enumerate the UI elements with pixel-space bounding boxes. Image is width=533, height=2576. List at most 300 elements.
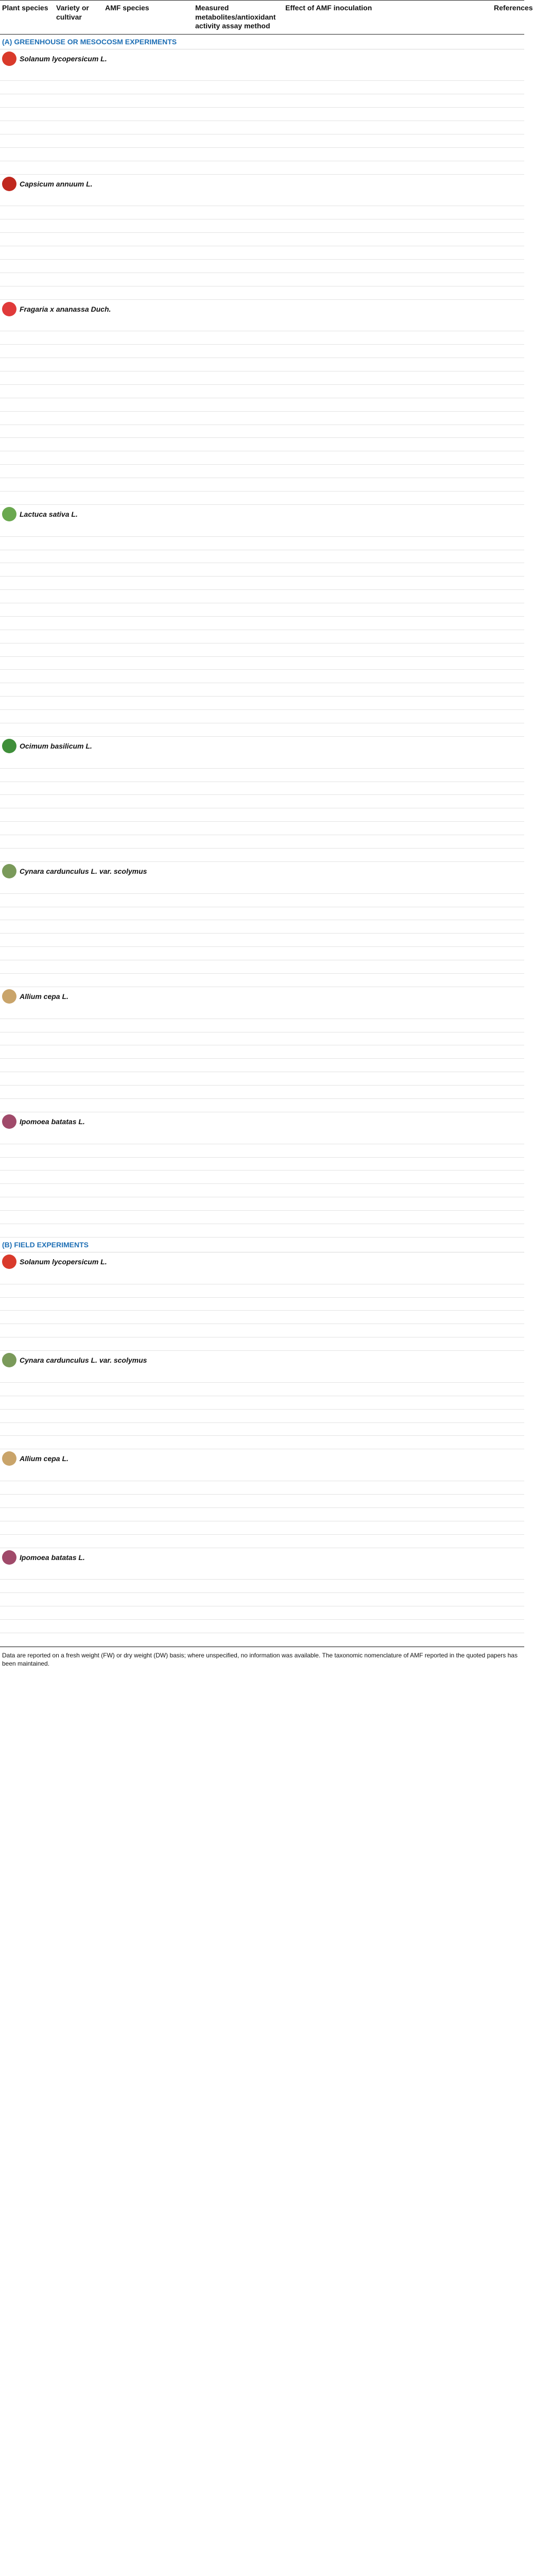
- table-cell: [379, 1369, 492, 1382]
- table-cell: [103, 246, 193, 259]
- table-cell: [0, 1508, 54, 1521]
- table-cell: [54, 492, 103, 504]
- table-cell: [379, 822, 492, 835]
- table-cell: [193, 1271, 283, 1284]
- table-cell: [54, 161, 103, 174]
- table-cell: [379, 206, 492, 219]
- table-cell: [492, 134, 524, 147]
- table-cell: [103, 920, 193, 933]
- table-cell: [492, 960, 524, 973]
- table-cell: [54, 710, 103, 723]
- table-cell: [193, 385, 283, 398]
- table-cell: [492, 1521, 524, 1534]
- table-cell: [283, 1086, 379, 1098]
- table-cell: [283, 1369, 379, 1382]
- table-cell: [103, 657, 193, 670]
- table-cell: [54, 1383, 103, 1396]
- header-variety: Variety or cultivar: [56, 4, 89, 21]
- table-cell: [379, 465, 492, 478]
- table-cell: [283, 286, 379, 299]
- table-cell: [54, 1211, 103, 1224]
- table-cell: [379, 670, 492, 683]
- table-cell: [379, 1337, 492, 1350]
- table-cell: [54, 1567, 103, 1580]
- table-row: [0, 1508, 524, 1521]
- table-cell: [0, 1535, 54, 1548]
- table-cell: [492, 1535, 524, 1548]
- table-cell: [492, 822, 524, 835]
- table-cell: [54, 1521, 103, 1534]
- table-cell: [103, 1144, 193, 1157]
- table-cell: [0, 398, 54, 411]
- table-cell: [283, 1271, 379, 1284]
- table-cell: [103, 358, 193, 371]
- table-cell: [54, 121, 103, 134]
- table-row: [0, 358, 524, 371]
- table-cell: [283, 1423, 379, 1436]
- table-cell: [492, 723, 524, 736]
- table-cell: [379, 1481, 492, 1494]
- species-block: [0, 175, 524, 300]
- table-row: [0, 1019, 524, 1032]
- table-row: [0, 1396, 524, 1410]
- table-cell: [54, 1535, 103, 1548]
- table-cell: [379, 1059, 492, 1072]
- table-cell: [54, 1423, 103, 1436]
- table-cell: [54, 1396, 103, 1409]
- table-cell: [492, 1184, 524, 1197]
- table-cell: [103, 1423, 193, 1436]
- table-cell: [193, 121, 283, 134]
- table-cell: [103, 412, 193, 425]
- table-cell: [492, 1197, 524, 1210]
- table-row: [0, 1197, 524, 1211]
- table-row: [0, 1311, 524, 1324]
- table-cell: [0, 755, 54, 768]
- table-cell: [0, 1593, 54, 1606]
- table-row: [0, 1481, 524, 1495]
- table-cell: [103, 577, 193, 589]
- table-cell: [492, 1468, 524, 1481]
- table-cell: [54, 835, 103, 848]
- table-cell: [492, 590, 524, 603]
- table-cell: [379, 523, 492, 536]
- table-cell: [283, 233, 379, 246]
- table-row: [0, 1410, 524, 1423]
- table-cell: [103, 161, 193, 174]
- table-cell: [379, 1211, 492, 1224]
- table-cell: [0, 1606, 54, 1619]
- table-cell: [103, 121, 193, 134]
- table-cell: [193, 1535, 283, 1548]
- table-cell: [103, 894, 193, 907]
- table-cell: [193, 849, 283, 861]
- table-cell: [0, 849, 54, 861]
- table-cell: [492, 657, 524, 670]
- table-row: [0, 68, 524, 81]
- species-heading: [0, 1449, 524, 1468]
- table-cell: [283, 1184, 379, 1197]
- table-cell: [379, 358, 492, 371]
- table-cell: [283, 81, 379, 94]
- table-cell: [54, 206, 103, 219]
- table-row: [0, 1045, 524, 1059]
- table-row: [0, 1099, 524, 1112]
- table-cell: [54, 630, 103, 643]
- table-cell: [283, 273, 379, 286]
- table-cell: [193, 286, 283, 299]
- table-cell: [193, 1311, 283, 1324]
- table-cell: [103, 260, 193, 273]
- table-row: [0, 782, 524, 795]
- table-cell: [0, 206, 54, 219]
- table-cell: [54, 1144, 103, 1157]
- table-cell: [379, 590, 492, 603]
- table-cell: [193, 193, 283, 206]
- table-cell: [54, 1019, 103, 1032]
- table-cell: [193, 1099, 283, 1112]
- table-row: [0, 590, 524, 603]
- table-cell: [193, 1620, 283, 1633]
- table-cell: [54, 1593, 103, 1606]
- table-cell: [283, 492, 379, 504]
- table-cell: [103, 795, 193, 808]
- species-name: Capsicum annuum L.: [20, 179, 93, 188]
- table-cell: [283, 385, 379, 398]
- table-cell: [283, 1410, 379, 1422]
- table-cell: [0, 219, 54, 232]
- table-cell: [0, 603, 54, 616]
- table-cell: [103, 451, 193, 464]
- table-cell: [492, 331, 524, 344]
- table-cell: [0, 121, 54, 134]
- table-cell: [379, 318, 492, 331]
- table-cell: [379, 1521, 492, 1534]
- table-row: [0, 974, 524, 987]
- table-cell: [103, 1045, 193, 1058]
- table-cell: [193, 371, 283, 384]
- table-cell: [103, 1580, 193, 1592]
- table-cell: [492, 286, 524, 299]
- table-cell: [379, 478, 492, 491]
- table-cell: [193, 563, 283, 576]
- table-cell: [54, 81, 103, 94]
- table-cell: [193, 1580, 283, 1592]
- table-cell: [193, 1383, 283, 1396]
- table-row: [0, 273, 524, 286]
- table-cell: [0, 233, 54, 246]
- table-cell: [492, 1072, 524, 1085]
- table-row: [0, 492, 524, 505]
- table-cell: [492, 478, 524, 491]
- table-cell: [54, 1580, 103, 1592]
- table-cell: [492, 1298, 524, 1311]
- table-cell: [103, 81, 193, 94]
- table-cell: [492, 947, 524, 960]
- table-cell: [0, 1284, 54, 1297]
- table-cell: [193, 960, 283, 973]
- table-cell: [0, 934, 54, 946]
- table-cell: [492, 385, 524, 398]
- table-cell: [193, 835, 283, 848]
- table-cell: [492, 108, 524, 121]
- species-name: Ocimum basilicum L.: [20, 741, 92, 750]
- table-cell: [54, 1059, 103, 1072]
- table-cell: [492, 974, 524, 987]
- table-cell: [54, 371, 103, 384]
- table-cell: [103, 1337, 193, 1350]
- table-cell: [492, 769, 524, 782]
- table-cell: [492, 1144, 524, 1157]
- table-cell: [193, 1045, 283, 1058]
- table-cell: [54, 1131, 103, 1144]
- table-cell: [0, 670, 54, 683]
- table-row: [0, 894, 524, 907]
- table-cell: [193, 1144, 283, 1157]
- species-heading: [0, 862, 524, 880]
- table-cell: [193, 1396, 283, 1409]
- table-cell: [0, 438, 54, 451]
- table-footnote: Data are reported on a fresh weight (FW) or dry weight (DW) basis; where unspecified, no information was available. The taxonomic nomenclature of AMF reported in the quoted papers has been maintained.: [0, 1647, 524, 1672]
- table-cell: [193, 94, 283, 107]
- table-cell: [103, 1032, 193, 1045]
- table-row: [0, 1423, 524, 1436]
- table-cell: [283, 1224, 379, 1237]
- table-cell: [103, 880, 193, 893]
- table-cell: [283, 1535, 379, 1548]
- table-cell: [54, 1311, 103, 1324]
- table-cell: [103, 907, 193, 920]
- table-cell: [0, 769, 54, 782]
- table-cell: [379, 947, 492, 960]
- table-cell: [0, 550, 54, 563]
- table-cell: [283, 1144, 379, 1157]
- table-cell: [0, 1396, 54, 1409]
- table-cell: [54, 425, 103, 438]
- table-cell: [379, 769, 492, 782]
- table-row: [0, 657, 524, 670]
- table-cell: [492, 1171, 524, 1183]
- species-name: Solanum lycopersicum L.: [20, 1257, 107, 1266]
- table-cell: [103, 206, 193, 219]
- table-cell: [492, 345, 524, 358]
- table-cell: [0, 1620, 54, 1633]
- table-cell: [103, 1633, 193, 1646]
- table-row: [0, 148, 524, 161]
- table-cell: [283, 260, 379, 273]
- header-amf-species: AMF species: [105, 4, 149, 12]
- table-cell: [103, 1171, 193, 1183]
- table-cell: [0, 1171, 54, 1183]
- table-row: [0, 438, 524, 451]
- table-cell: [379, 657, 492, 670]
- table-cell: [379, 643, 492, 656]
- table-cell: [492, 1059, 524, 1072]
- table-cell: [492, 782, 524, 795]
- table-cell: [103, 769, 193, 782]
- table-cell: [193, 1369, 283, 1382]
- table-cell: [283, 697, 379, 709]
- table-cell: [379, 550, 492, 563]
- plant-photo-icon: [2, 177, 16, 191]
- table-cell: [193, 697, 283, 709]
- table-cell: [0, 782, 54, 795]
- table-cell: [492, 1131, 524, 1144]
- table-cell: [54, 1620, 103, 1633]
- table-cell: [379, 577, 492, 589]
- table-cell: [379, 920, 492, 933]
- table-cell: [193, 451, 283, 464]
- table-cell: [193, 934, 283, 946]
- table-cell: [103, 1311, 193, 1324]
- table-cell: [283, 108, 379, 121]
- table-cell: [379, 1620, 492, 1633]
- table-cell: [54, 643, 103, 656]
- table-cell: [193, 550, 283, 563]
- table-cell: [0, 590, 54, 603]
- table-cell: [283, 1580, 379, 1592]
- table-row: [0, 1158, 524, 1171]
- table-cell: [193, 492, 283, 504]
- table-cell: [0, 1099, 54, 1112]
- table-cell: [379, 835, 492, 848]
- table-cell: [379, 1324, 492, 1337]
- table-cell: [283, 643, 379, 656]
- table-cell: [0, 1495, 54, 1507]
- table-cell: [54, 358, 103, 371]
- table-cell: [193, 345, 283, 358]
- plant-photo-icon: [2, 52, 16, 66]
- table-cell: [379, 1197, 492, 1210]
- table-cell: [379, 286, 492, 299]
- table-cell: [283, 755, 379, 768]
- table-cell: [492, 1271, 524, 1284]
- table-cell: [103, 1495, 193, 1507]
- table-cell: [379, 1072, 492, 1085]
- table-cell: [379, 1032, 492, 1045]
- table-cell: [103, 94, 193, 107]
- table-row: [0, 94, 524, 108]
- table-cell: [54, 1436, 103, 1449]
- table-cell: [492, 121, 524, 134]
- table-row: [0, 318, 524, 332]
- table-cell: [54, 1184, 103, 1197]
- table-row: [0, 1211, 524, 1224]
- table-cell: [492, 412, 524, 425]
- table-row: [0, 670, 524, 683]
- species-block: [0, 49, 524, 175]
- table-cell: [0, 451, 54, 464]
- table-cell: [103, 590, 193, 603]
- table-cell: [379, 331, 492, 344]
- table-cell: [283, 1006, 379, 1019]
- table-row: [0, 907, 524, 921]
- table-cell: [193, 630, 283, 643]
- plant-photo-icon: [2, 507, 16, 521]
- table-cell: [492, 630, 524, 643]
- table-cell: [379, 492, 492, 504]
- header-empty: [379, 4, 492, 31]
- table-row: [0, 795, 524, 808]
- table-row: [0, 425, 524, 438]
- table-row: [0, 1620, 524, 1633]
- table-cell: [379, 134, 492, 147]
- table-cell: [379, 81, 492, 94]
- table-cell: [492, 161, 524, 174]
- table-cell: [283, 412, 379, 425]
- table-row: [0, 206, 524, 219]
- table-cell: [103, 643, 193, 656]
- table-cell: [193, 478, 283, 491]
- table-cell: [54, 1086, 103, 1098]
- table-cell: [54, 246, 103, 259]
- table-cell: [283, 1383, 379, 1396]
- table-cell: [0, 1410, 54, 1422]
- table-row: [0, 769, 524, 782]
- plant-photo-icon: [2, 1353, 16, 1367]
- table-cell: [103, 193, 193, 206]
- table-cell: [283, 1211, 379, 1224]
- table-cell: [379, 683, 492, 696]
- table-row: [0, 1606, 524, 1620]
- table-cell: [54, 782, 103, 795]
- table-cell: [103, 835, 193, 848]
- table-cell: [379, 438, 492, 451]
- table-cell: [54, 318, 103, 331]
- table-cell: [103, 1606, 193, 1619]
- species-name: Fragaria x ananassa Duch.: [20, 304, 111, 313]
- table-cell: [193, 1298, 283, 1311]
- table-cell: [193, 822, 283, 835]
- table-cell: [283, 1567, 379, 1580]
- table-cell: [492, 1337, 524, 1350]
- table-cell: [193, 1224, 283, 1237]
- table-cell: [193, 1337, 283, 1350]
- table-cell: [103, 1131, 193, 1144]
- table-cell: [492, 1567, 524, 1580]
- table-cell: [54, 68, 103, 81]
- table-cell: [283, 710, 379, 723]
- table-cell: [103, 563, 193, 576]
- table-cell: [492, 358, 524, 371]
- table-cell: [0, 1580, 54, 1592]
- table-cell: [54, 550, 103, 563]
- table-cell: [283, 723, 379, 736]
- table-cell: [54, 603, 103, 616]
- table-cell: [103, 960, 193, 973]
- table-cell: [103, 630, 193, 643]
- table-cell: [54, 723, 103, 736]
- table-cell: [492, 1495, 524, 1507]
- table-cell: [54, 273, 103, 286]
- table-cell: [492, 1324, 524, 1337]
- table-cell: [379, 710, 492, 723]
- table-cell: [0, 630, 54, 643]
- table-cell: [193, 1410, 283, 1422]
- table-cell: [103, 1086, 193, 1098]
- table-cell: [0, 68, 54, 81]
- table-cell: [103, 219, 193, 232]
- table-cell: [193, 920, 283, 933]
- species-heading: [0, 1351, 524, 1369]
- species-block: [0, 987, 524, 1112]
- table-row: [0, 808, 524, 822]
- table-cell: [193, 894, 283, 907]
- table-row: [0, 537, 524, 550]
- table-cell: [492, 523, 524, 536]
- table-cell: [193, 1606, 283, 1619]
- table-cell: [103, 782, 193, 795]
